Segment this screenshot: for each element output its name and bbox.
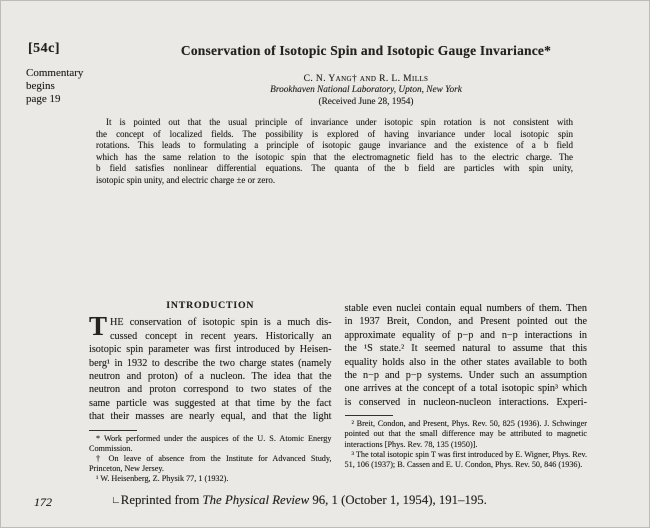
- footnote: ¹ W. Heisenberg, Z. Physik 77, 1 (1932).: [96, 474, 229, 484]
- abstract-line: which has the same relation to the isotopic spin that the electromagnetic field has to the electric charge. The: [96, 151, 573, 162]
- body-line: the n−p and p−p systems. Under such an assumption: [344, 370, 587, 382]
- reprint-suffix: 96, 1 (October 1, 1954), 191–195.: [309, 493, 487, 507]
- body-line: stable even nuclei contain equal numbers of them. Then: [344, 303, 587, 314]
- footnote: † On leave of absence from the Institute for Advanced Study, Princeton, New Jersey.: [89, 454, 332, 474]
- abstract-line: the concept of localized fields. The possibility is explored of having invariance under local isotopic spin: [96, 128, 573, 139]
- footnote: * Work performed under the auspices of the U. S. Atomic Energy Commission.: [89, 433, 332, 453]
- body-line: neutron and proton correspond to two states of the: [89, 384, 332, 396]
- commentary-note: [26, 67, 83, 106]
- reprint-prefix: Reprinted from: [120, 493, 203, 507]
- right-footnotes: [345, 419, 588, 470]
- paper-affiliation: Brookhaven National Laboratory, Upton, New York: [270, 85, 462, 95]
- body-line: cussed concept in recent years. Historically an: [110, 330, 332, 342]
- footnote: ³ The total isotopic spin T was first introduced by E. Wigner, Phys. Rev. 51, 106 (1937); B. Cassen and E. U. Condon, Phys. Rev. 50, 846 (1936).: [344, 449, 587, 470]
- commentary-line: begins: [26, 80, 55, 92]
- body-columns: [89, 299, 587, 485]
- reprint-citation: [111, 493, 487, 508]
- body-line: one arrives at the concept of a total isotopic spin³ which: [344, 383, 587, 395]
- received-date: (Received June 28, 1954): [318, 97, 414, 107]
- paper-authors: C. N. Yang† and R. L. Mills: [303, 74, 429, 84]
- abstract-line: b field satisfies nonlinear differential equations. The quanta of the b field are particles with spin unity,: [96, 163, 573, 174]
- left-column: [89, 299, 332, 485]
- corner-mark: ∟: [111, 495, 121, 506]
- left-footnotes: [89, 434, 332, 485]
- paper-title: Conservation of Isotopic Spin and Isotopic Gauge Invariance*: [180, 43, 552, 58]
- body-line: that their masses are nearly equal, and that the light: [89, 411, 332, 423]
- section-heading-introduction: INTRODUCTION: [166, 300, 255, 311]
- body-line: is conserved in nucleon-nucleon interactions. Experi-: [344, 396, 587, 408]
- body-line: berg¹ in 1932 to describe the two charge states (namely: [89, 357, 332, 369]
- abstract: [96, 117, 573, 187]
- abstract-line: It is pointed out that the usual principle of invariance under isotopic spin rotation is not consistent with: [106, 117, 573, 127]
- body-line: HE conservation of isotopic spin is a much dis-: [110, 317, 332, 329]
- abstract-line: rotations. This leads to formulating a principle of isotopic gauge invariance and the existence of a b field: [96, 140, 573, 151]
- dropcap-letter: T: [89, 311, 108, 341]
- body-line: the ¹S state.² It seemed natural to assume that this: [344, 343, 587, 355]
- body-line: equality holds also in the other states available to both: [344, 356, 587, 368]
- body-line: approximate equality of p−p and n−p interactions in: [344, 329, 587, 341]
- footnote-rule: [89, 430, 137, 431]
- right-column: [345, 299, 588, 485]
- journal-name: The Physical Review: [202, 493, 310, 507]
- abstract-line: isotopic spin unity, and electric charge ±e or zero.: [96, 174, 276, 185]
- page-number: 172: [34, 495, 52, 509]
- body-line: same particle was suggested at that time by the fact: [89, 397, 332, 409]
- body-line: neutron and proton) of a nucleon. The idea that the: [89, 371, 332, 383]
- body-line: in 1937 Breit, Condon, and Present pointed out the: [344, 316, 587, 328]
- commentary-line: Commentary: [26, 67, 84, 79]
- footnote-rule: [345, 415, 393, 416]
- margin-reference-label: [54c]: [28, 41, 61, 56]
- body-line: isotopic spin parameter was first introduced by Heisen-: [89, 344, 332, 356]
- footnote: ² Breit, Condon, and Present, Phys. Rev. 50, 825 (1936). J. Schwinger pointed out that the small difference may be attributed to magnetic interactions [Phys. Rev. 78, 135 (1950)].: [344, 419, 587, 449]
- commentary-line: page 19: [26, 93, 61, 105]
